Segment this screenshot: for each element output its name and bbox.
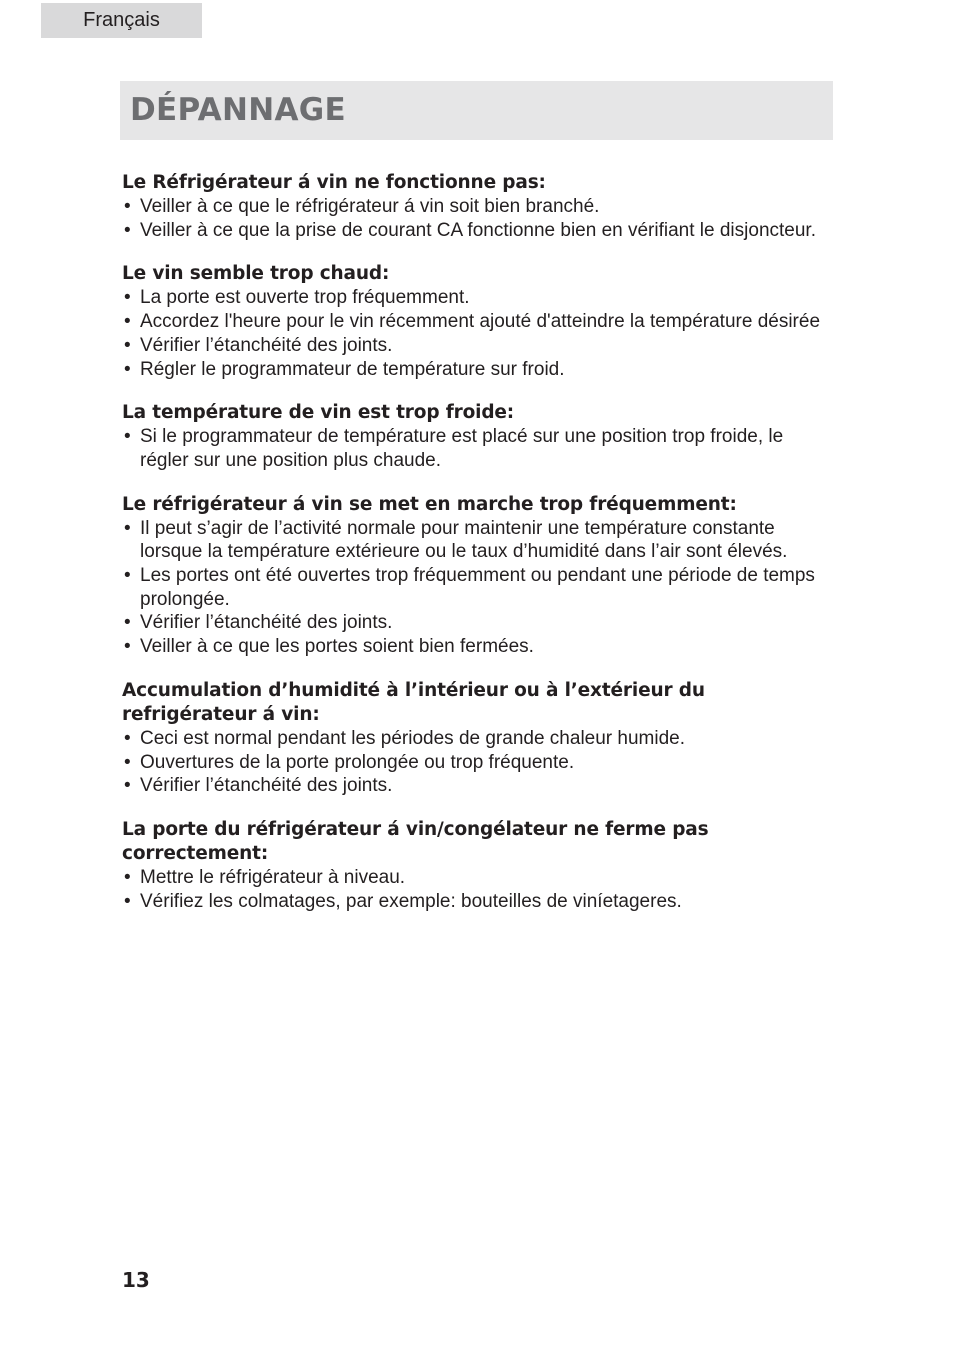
bullet-list xyxy=(122,517,827,659)
section-not-working xyxy=(122,171,827,242)
section-heading: Le Réfrigérateur á vin ne fonctionne pas: xyxy=(122,172,546,193)
section-runs-too-often xyxy=(122,493,827,659)
section-wine-too-warm xyxy=(122,262,827,381)
list-item: • Si le programmateur de température est placé sur une position trop froide, le régler sur une position plus chaude. xyxy=(122,425,827,472)
page-number: 13 xyxy=(122,1268,150,1292)
list-item: • Vérifier l’étanchéité des joints. xyxy=(122,774,827,798)
section-moisture xyxy=(122,679,827,798)
list-item: • La porte est ouverte trop fréquemment. xyxy=(122,286,827,310)
bullet-list xyxy=(122,195,827,242)
title-bar xyxy=(120,81,833,140)
section-heading: La porte du réfrigérateur á vin/congélateur ne ferme pas correctement: xyxy=(122,818,709,864)
section-heading: Le réfrigérateur á vin se met en marche trop fréquemment: xyxy=(122,493,737,515)
list-item: • Vérifier l’étanchéité des joints. xyxy=(122,611,827,635)
bullet-list xyxy=(122,425,827,472)
list-item: • Il peut s’agir de l’activité normale pour maintenir une température constante lorsque la température extérieure ou le taux d’humidité dans l’air sont élevés. xyxy=(122,517,827,564)
list-item: • Les portes ont été ouvertes trop fréquemment ou pendant une période de temps prolongée. xyxy=(122,564,827,611)
bullet-list xyxy=(122,727,827,798)
language-tab: Français xyxy=(41,3,202,38)
list-item: • Ouvertures de la porte prolongée ou trop fréquente. xyxy=(122,751,827,775)
troubleshooting-content xyxy=(122,171,827,933)
list-item: • Veiller à ce que les portes soient bien fermées. xyxy=(122,635,827,659)
section-heading: Accumulation d’humidité à l’intérieur ou à l’extérieur du refrigérateur á vin: xyxy=(122,679,705,725)
list-item: • Veiller à ce que la prise de courant CA fonctionne bien en vérifiant le disjoncteur. xyxy=(122,219,827,243)
list-item: • Accordez l'heure pour le vin récemment ajouté d'atteindre la température désirée xyxy=(122,310,827,334)
list-item: • Régler le programmateur de température sur froid. xyxy=(122,358,827,382)
bullet-list xyxy=(122,286,827,381)
section-door-not-closing xyxy=(122,818,827,913)
list-item: • Ceci est normal pendant les périodes de grande chaleur humide. xyxy=(122,727,827,751)
section-heading: La température de vin est trop froide: xyxy=(122,402,515,424)
list-item: • Vérifiez les colmatages, par exemple: bouteilles de viníetageres. xyxy=(122,890,827,914)
list-item: • Mettre le réfrigérateur à niveau. xyxy=(122,866,827,890)
list-item: • Vérifier l’étanchéité des joints. xyxy=(122,334,827,358)
bullet-list xyxy=(122,866,827,913)
page-title: DÉPANNAGE xyxy=(130,92,346,128)
list-item: • Veiller à ce que le réfrigérateur á vin soit bien branché. xyxy=(122,195,827,219)
section-wine-too-cold xyxy=(122,401,827,472)
section-heading: Le vin semble trop chaud: xyxy=(122,263,390,285)
